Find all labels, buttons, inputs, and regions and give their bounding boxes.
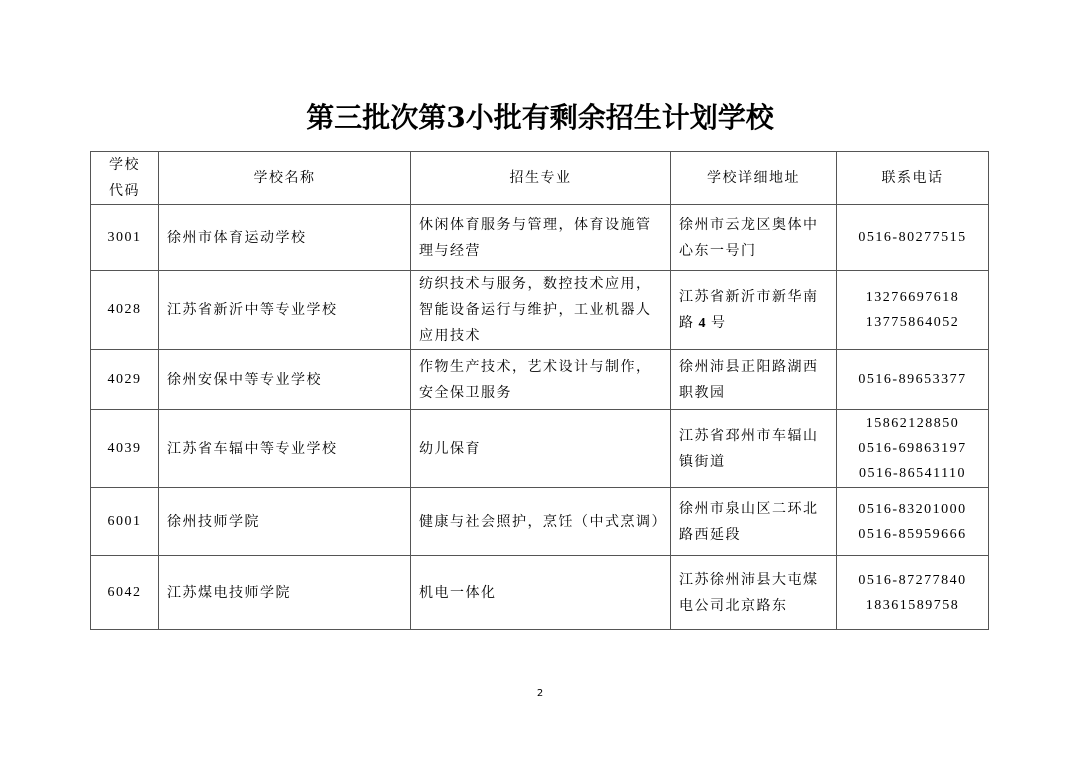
phone-number: 0516-83201000 [858, 501, 967, 517]
phone-number: 15862128850 [865, 416, 960, 431]
school-phone [837, 271, 989, 350]
school-phone [837, 350, 989, 410]
school-name: 江苏煤电技师学院 [159, 556, 411, 630]
header-code-line2: 代码 [109, 183, 140, 199]
school-phone [837, 488, 989, 556]
school-phone [837, 410, 989, 488]
table-row [91, 350, 989, 410]
phone-number: 0516-87277840 [858, 572, 967, 588]
page-number: 2 [536, 688, 544, 699]
header-name: 学校名称 [159, 152, 411, 205]
school-address: 徐州市泉山区二环北路西延段 [671, 488, 837, 556]
header-major: 招生专业 [411, 152, 671, 205]
phone-number: 0516-80277515 [858, 230, 967, 245]
table-header-row [91, 152, 989, 205]
address-text: 江苏省新沂市新华南路 [679, 288, 819, 331]
header-code-line1: 学校 [109, 157, 140, 173]
phone-number: 13276697618 [865, 290, 960, 305]
phone-number: 0516-85959666 [858, 526, 967, 542]
school-code: 4029 [91, 350, 159, 410]
school-address [671, 271, 837, 350]
school-code: 4039 [91, 410, 159, 488]
phone-number: 13775864052 [865, 315, 960, 330]
school-address: 徐州市云龙区奥体中心东一号门 [671, 205, 837, 271]
table-row [91, 556, 989, 630]
page-title: 第三批次第3小批有剩余招生计划学校 [306, 101, 774, 134]
table-row [91, 271, 989, 350]
phone-number: 18361589758 [865, 597, 960, 613]
school-address: 江苏徐州沛县大屯煤电公司北京路东 [671, 556, 837, 630]
school-phone [837, 205, 989, 271]
school-address: 徐州沛县正阳路湖西职教园 [671, 350, 837, 410]
school-major: 机电一体化 [411, 556, 671, 630]
phone-number: 0516-89653377 [858, 372, 967, 387]
school-code: 6001 [91, 488, 159, 556]
header-code [91, 152, 159, 205]
phone-number: 0516-86541110 [858, 466, 967, 481]
address-suffix: 号 [711, 314, 727, 331]
header-address: 学校详细地址 [671, 152, 837, 205]
school-major: 作物生产技术，艺术设计与制作，安全保卫服务 [411, 350, 671, 410]
header-phone: 联系电话 [837, 152, 989, 205]
school-phone [837, 556, 989, 630]
school-code: 3001 [91, 205, 159, 271]
school-code: 6042 [91, 556, 159, 630]
school-major: 休闲体育服务与管理，体育设施管理与经营 [411, 205, 671, 271]
table-row [91, 410, 989, 488]
phone-number: 0516-69863197 [858, 441, 967, 456]
school-name: 徐州安保中等专业学校 [159, 350, 411, 410]
school-address: 江苏省邳州市车辐山镇街道 [671, 410, 837, 488]
school-major: 幼儿保育 [411, 410, 671, 488]
school-major: 纺织技术与服务，数控技术应用，智能设备运行与维护，工业机器人应用技术 [411, 271, 671, 350]
school-table [90, 151, 989, 630]
school-name: 徐州技师学院 [159, 488, 411, 556]
table-row [91, 205, 989, 271]
table-row [91, 488, 989, 556]
school-name: 江苏省新沂中等专业学校 [159, 271, 411, 350]
school-major: 健康与社会照护，烹饪（中式烹调） [411, 488, 671, 556]
school-name: 江苏省车辐中等专业学校 [159, 410, 411, 488]
school-name: 徐州市体育运动学校 [159, 205, 411, 271]
address-number: 4 [698, 315, 707, 331]
school-code: 4028 [91, 271, 159, 350]
